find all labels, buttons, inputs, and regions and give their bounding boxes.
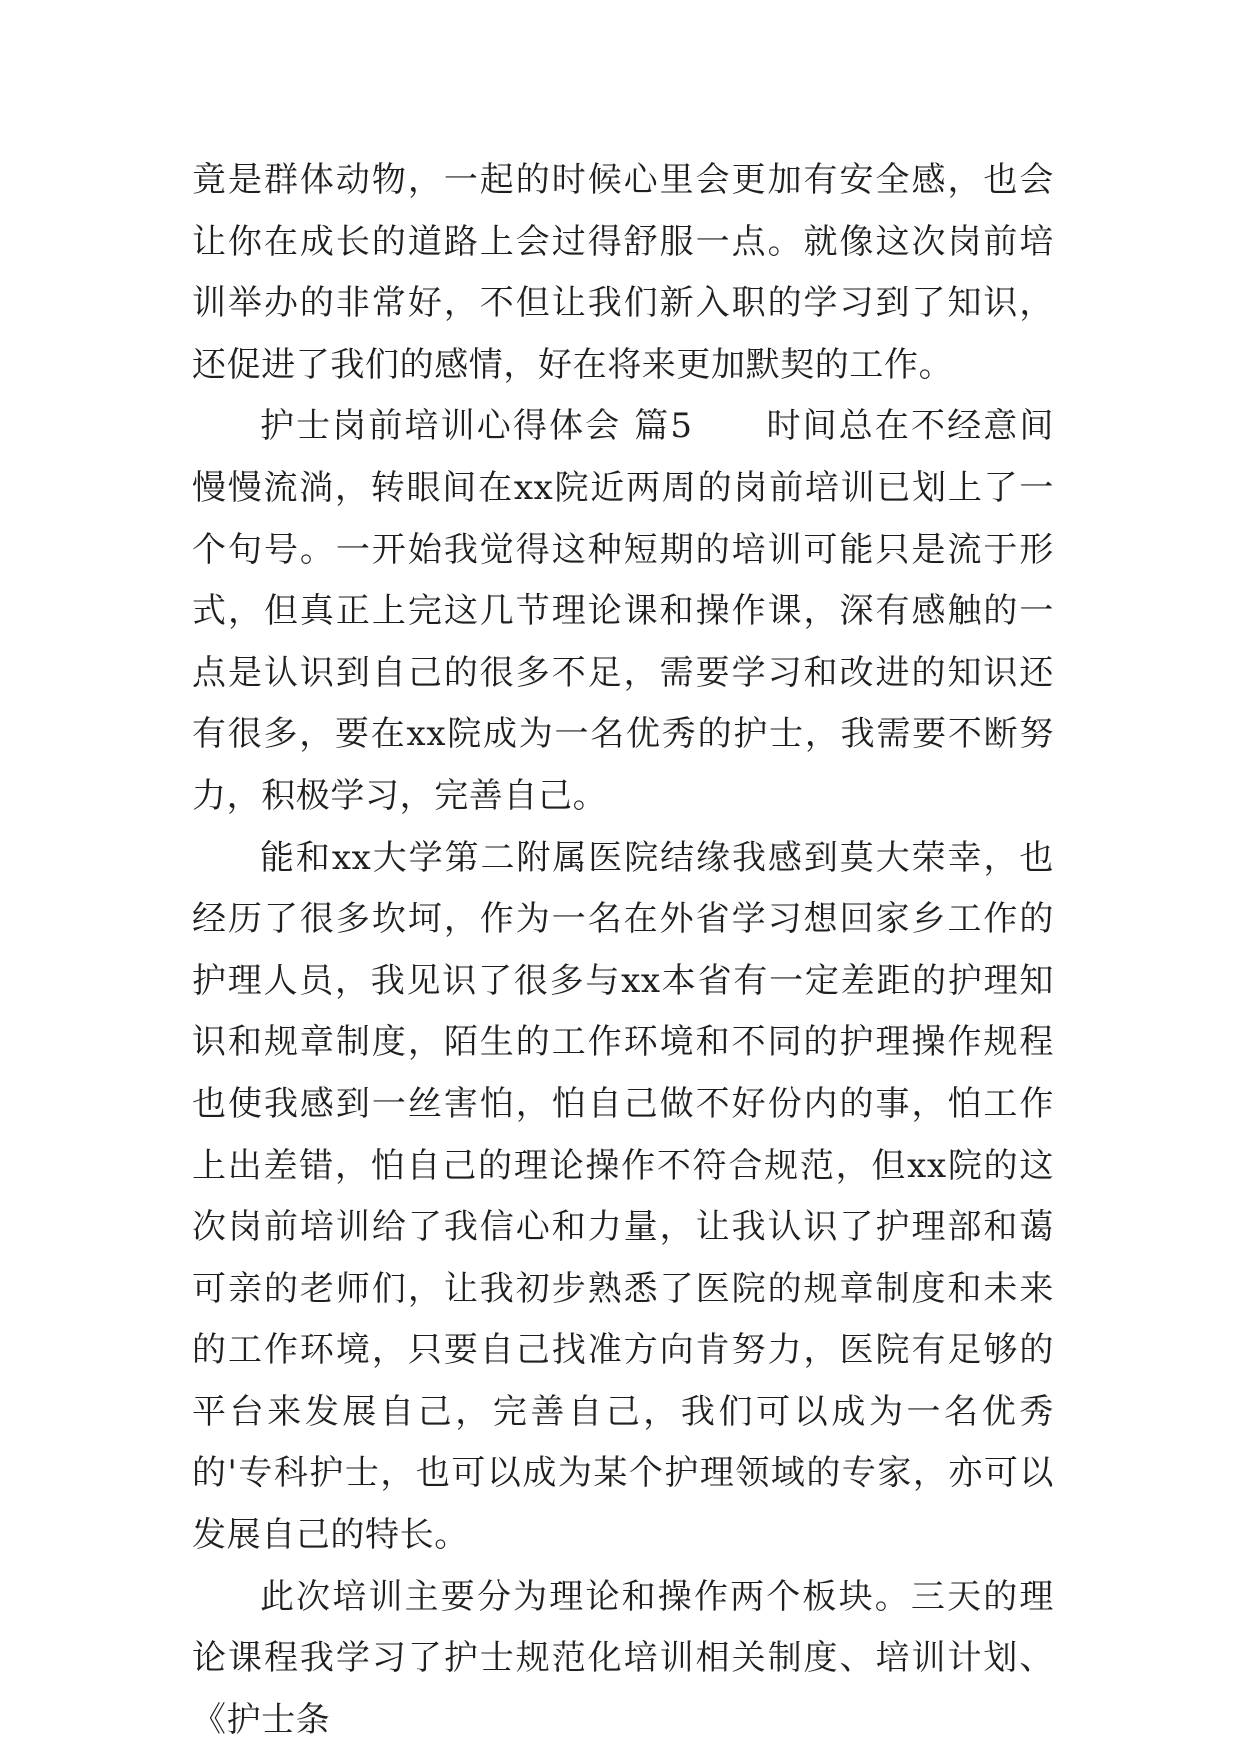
paragraph-hospital-experience: 能和xx大学第二附属医院结缘我感到莫大荣幸，也经历了很多坎坷，作为一名在外省学习想回家乡工作的护理人员，我见识了很多与xx本省有一定差距的护理知识和规章制度，陌生的工作环境和不同的护理操作规程也使我感到一丝害怕，怕自己做不好份内的事，怕工作上出差错，怕自己的理论操作不符合规范，但xx院的这次岗前培训给了我信心和力量，让我认识了护理部和蔼可亲的老师们，让我初步熟悉了医院的规章制度和未来的工作环境，只要自己找准方向肯努力，医院有足够的平台来发展自己，完善自己，我们可以成为一名优秀的'专科护士，也可以成为某个护理领域的专家，亦可以发展自己的特长。: [192, 837, 1054, 1556]
paragraph-continuation: 竟是群体动物，一起的时候心里会更加有安全感，也会让你在成长的道路上会过得舒服一点。就像这次岗前培训举办的非常好，不但让我们新入职的学习到了知识，还促进了我们的感情，好在将来更加默契的工作。: [192, 160, 1054, 385]
document-body: [192, 150, 1054, 1751]
paragraph-section-5-intro: 护士岗前培训心得体会 篇5 时间总在不经意间慢慢流淌，转眼间在xx院近两周的岗前培训已划上了一个句号。一开始我觉得这种短期的培训可能只是流于形式，但真正上完这几节理论课和操作课，深有感触的一点是认识到自己的很多不足，需要学习和改进的知识还有很多，要在xx院成为一名优秀的护士，我需要不断努力，积极学习，完善自己。: [192, 406, 1054, 816]
paragraph-training-content: 此次培训主要分为理论和操作两个板块。三天的理论课程我学习了护士规范化培训相关制度、培训计划、《护士条: [192, 1576, 1054, 1740]
